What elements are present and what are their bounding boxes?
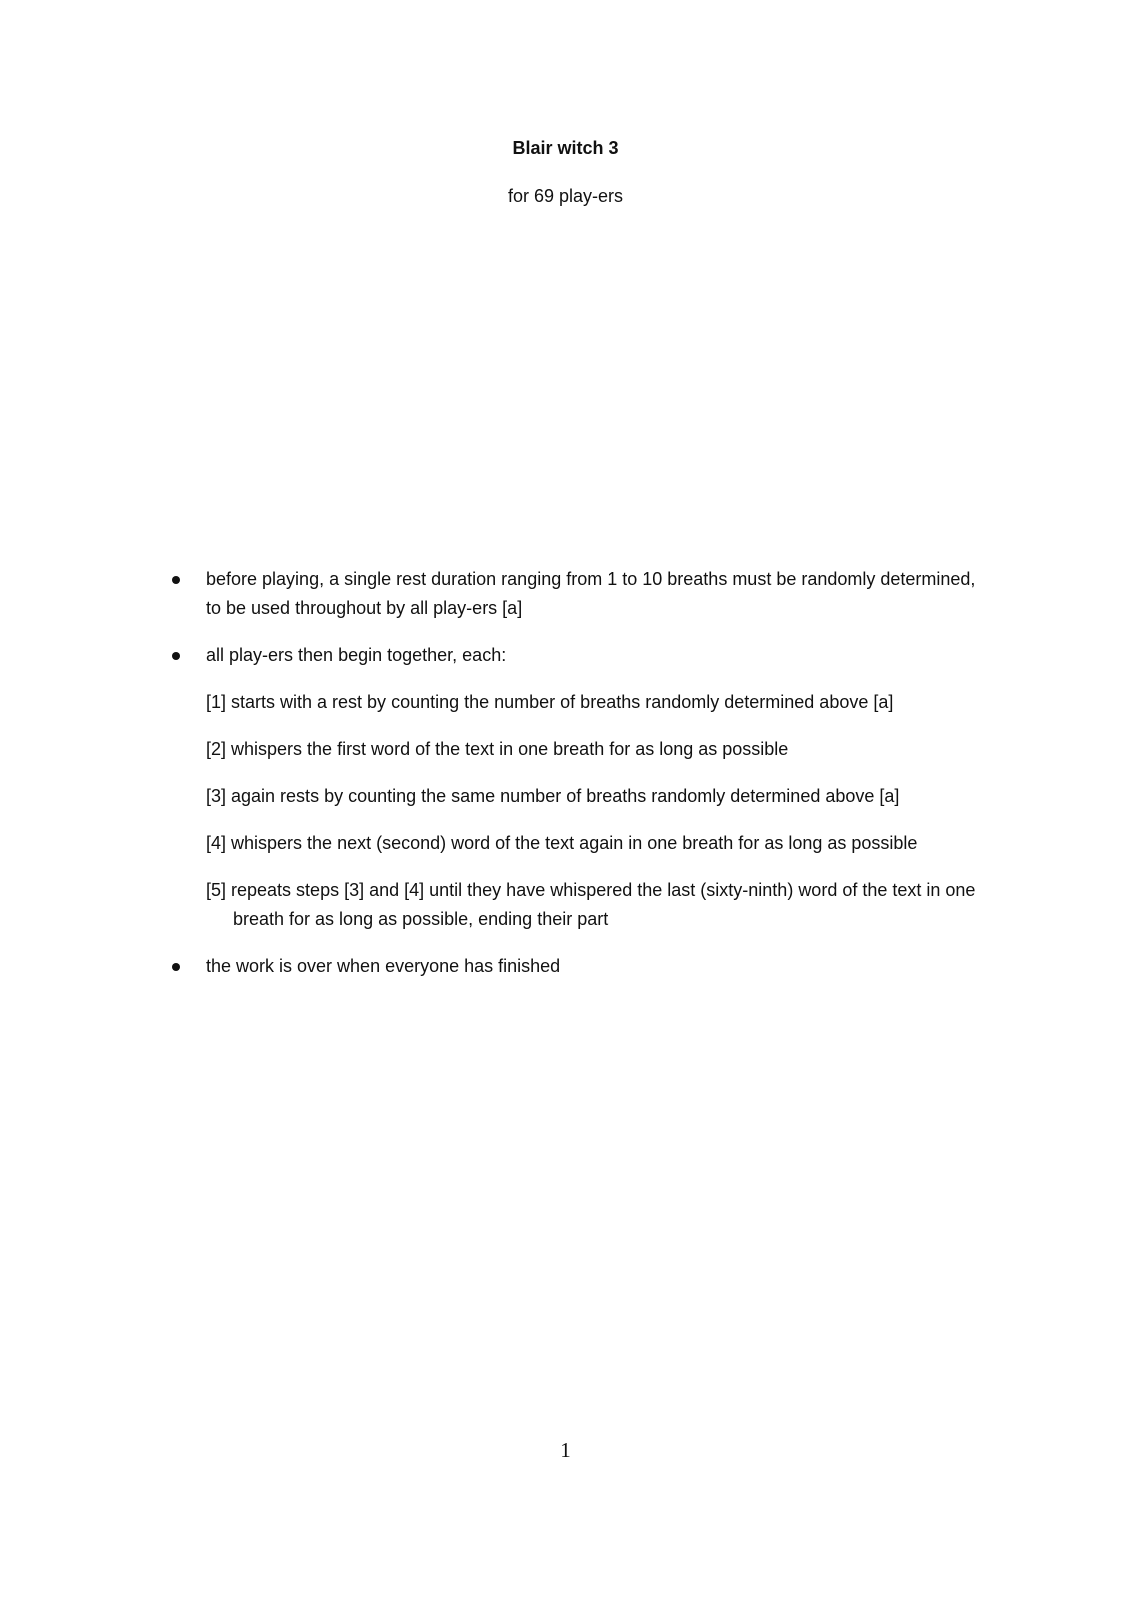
instruction-item: [172, 565, 992, 623]
step-list: [206, 688, 992, 934]
bullet-icon: [172, 963, 180, 971]
step-item-2: [2] whispers the first word of the text in one breath for as long as possible: [206, 739, 789, 759]
instruction-text: the work is over when everyone has finished: [206, 956, 561, 976]
instruction-item: [172, 952, 992, 981]
page-number: 1: [560, 1438, 571, 1462]
document-subtitle: for 69 play-ers: [507, 186, 624, 206]
step-item-3: [3] again rests by counting the same number of breaths randomly determined above [a]: [206, 786, 900, 806]
instruction-text: all play-ers then begin together, each:: [206, 645, 507, 665]
step-item-5: [5] repeats steps [3] and [4] until they have whispered the last (sixty-ninth) word of the text in one breath for as long as possible, ending their part: [206, 880, 976, 929]
bullet-icon: [172, 652, 180, 660]
instruction-list: [172, 565, 992, 999]
document-title: Blair witch 3: [512, 138, 619, 158]
step-item-1: [1] starts with a rest by counting the number of breaths randomly determined above [a]: [206, 692, 894, 712]
bullet-icon: [172, 576, 180, 584]
instruction-item: [172, 641, 992, 934]
step-item-4: [4] whispers the next (second) word of the text again in one breath for as long as possible: [206, 833, 918, 853]
instruction-text: before playing, a single rest duration ranging from 1 to 10 breaths must be randomly determined, to be used throughout by all play-ers [a]: [206, 569, 976, 618]
